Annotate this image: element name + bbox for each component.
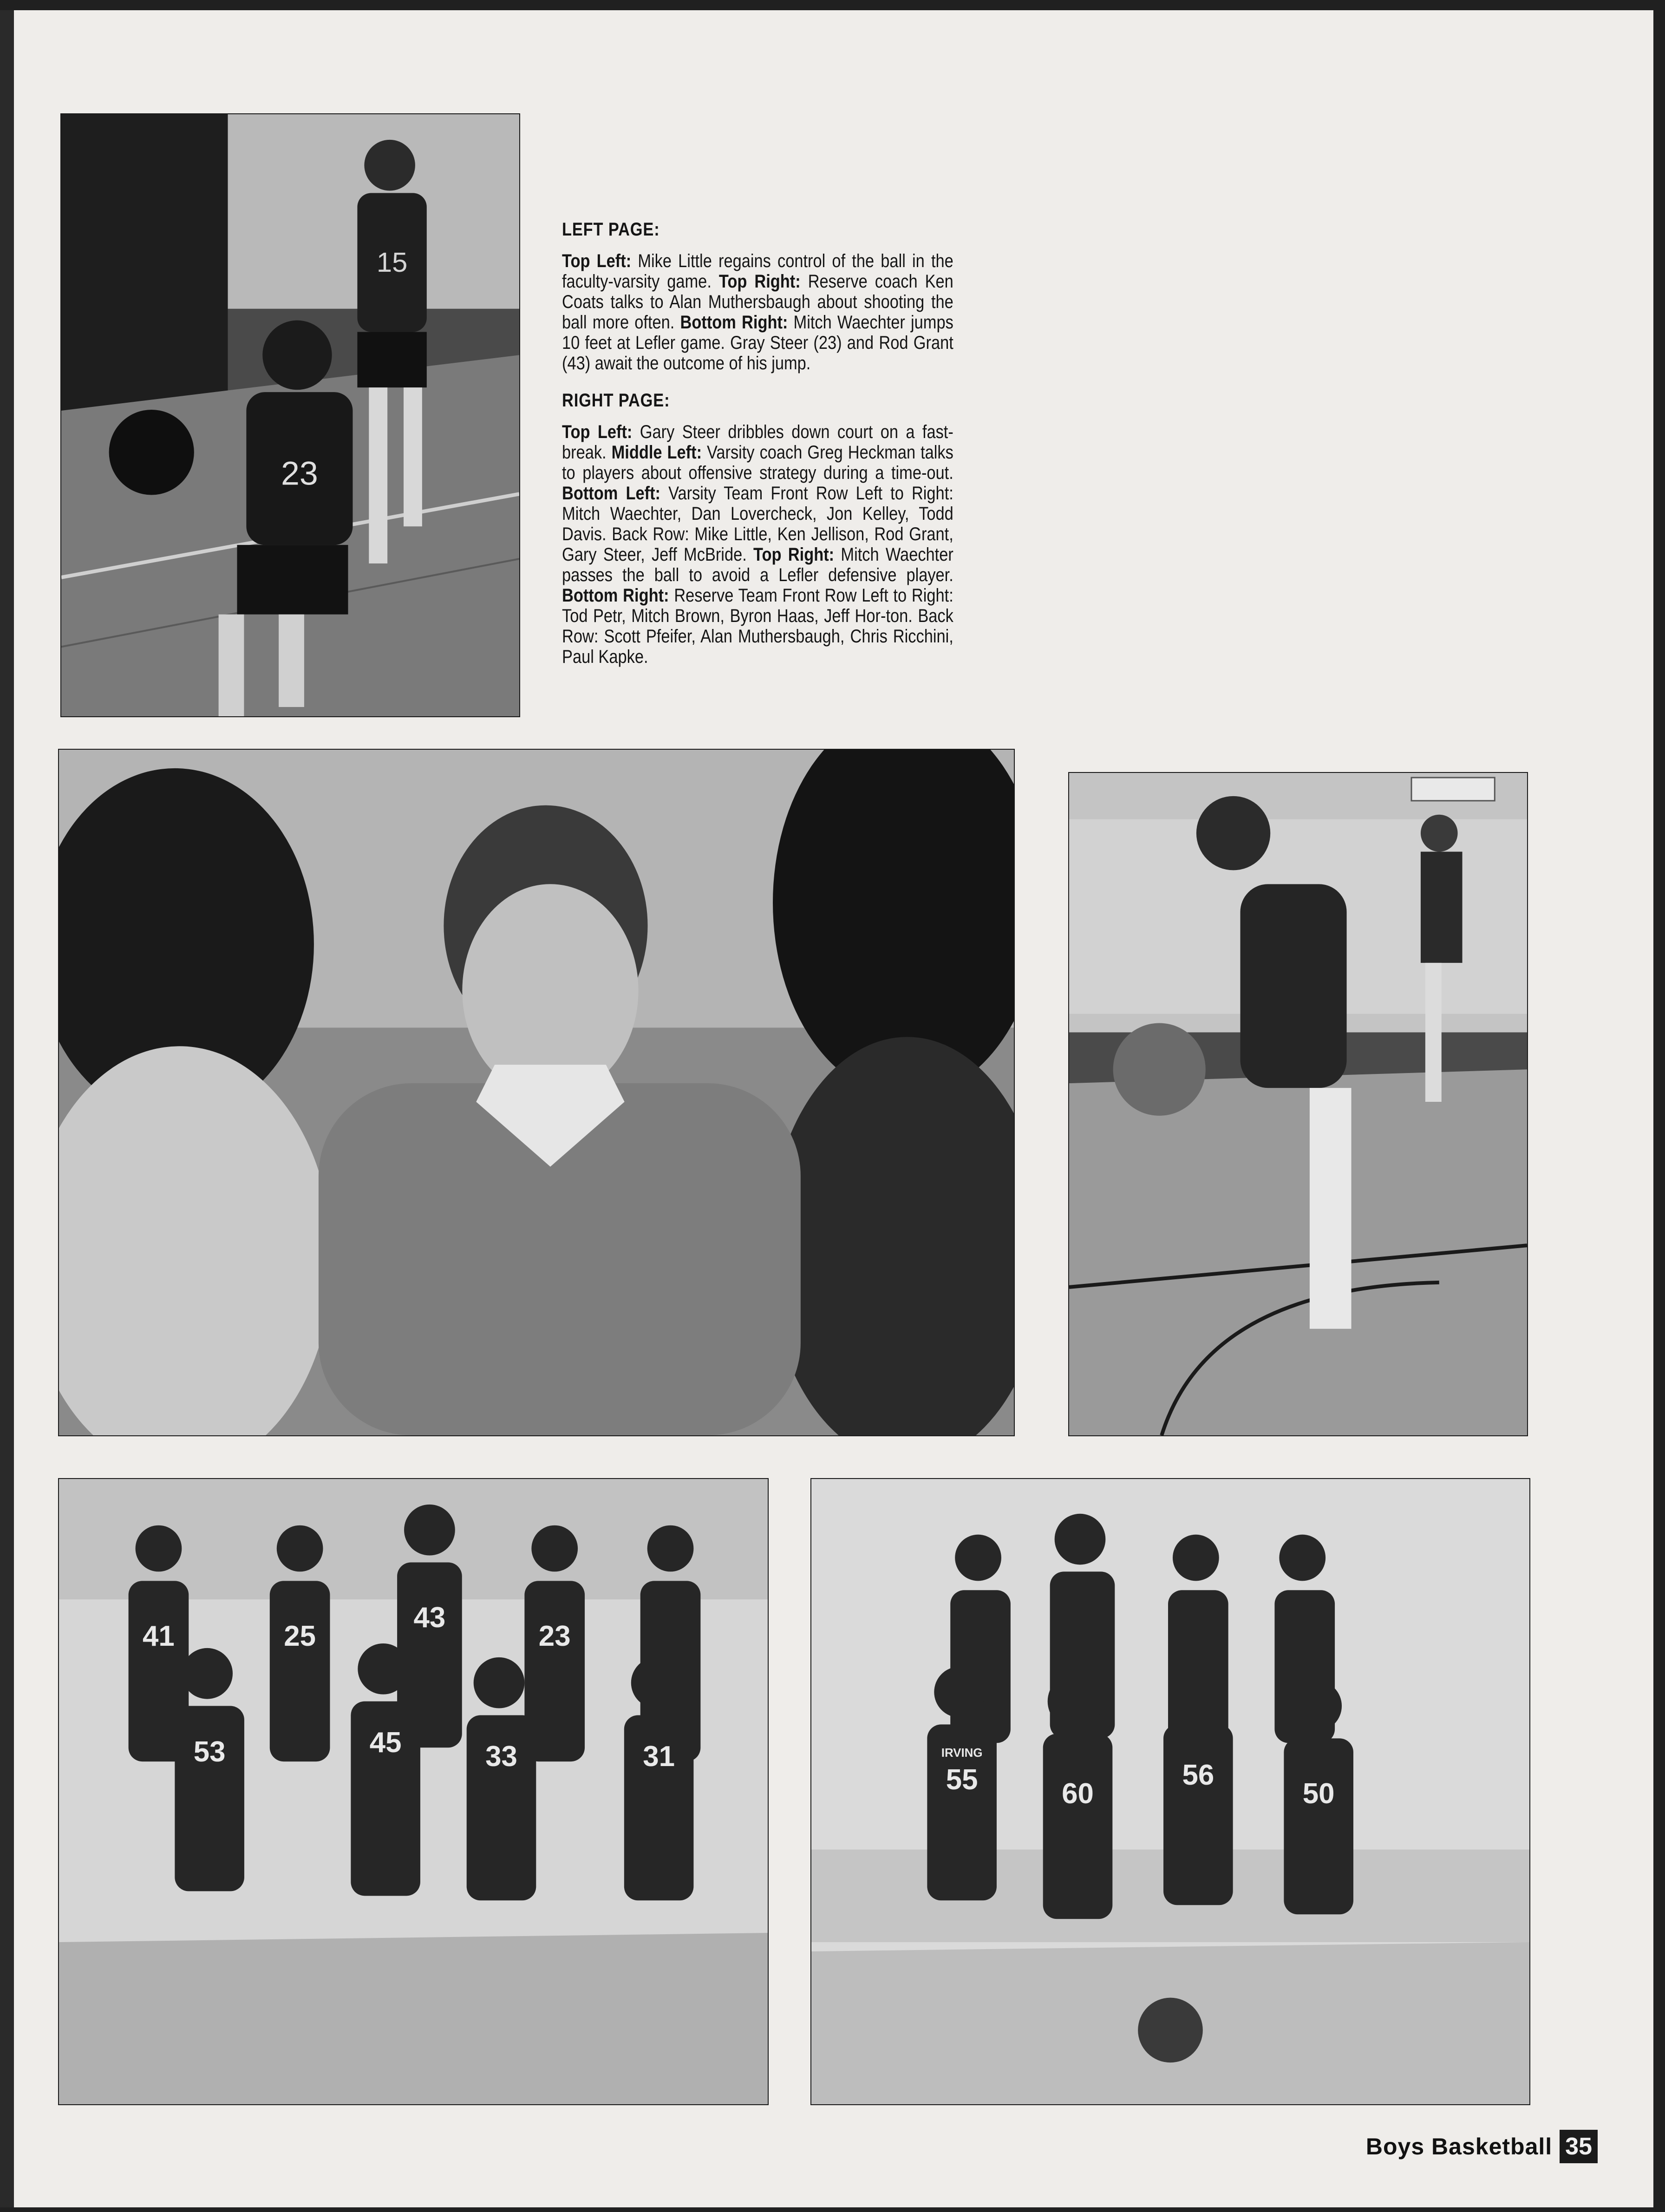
caption-label: Top Left: bbox=[562, 422, 633, 442]
photo-dribble-fast-break bbox=[60, 113, 520, 717]
right-page-captions bbox=[562, 422, 953, 667]
jersey-number-53: 53 bbox=[193, 1736, 226, 1768]
photo-reserve-team bbox=[810, 1478, 1530, 2105]
caption-block bbox=[562, 219, 953, 684]
caption-label: Bottom Left: bbox=[562, 483, 660, 504]
jersey-number-56: 56 bbox=[1182, 1759, 1214, 1792]
caption-label: Top Right: bbox=[718, 271, 801, 292]
photo-reserve-art bbox=[811, 1479, 1529, 2104]
jersey-number-23: 23 bbox=[538, 1620, 571, 1652]
left-page-heading: LEFT PAGE: bbox=[562, 219, 660, 240]
right-page-heading: RIGHT PAGE: bbox=[562, 390, 670, 411]
page-footer bbox=[1366, 2130, 1598, 2163]
photo-waechter-pass bbox=[1068, 772, 1528, 1436]
jersey-number-55: 55 bbox=[946, 1764, 978, 1796]
photo-dribble-art bbox=[61, 114, 519, 716]
jersey-number-41: 41 bbox=[143, 1620, 175, 1652]
caption-text: Mike Little regains control of the ball in the faculty-varsity game. bbox=[562, 251, 953, 292]
caption-text: Varsity Team Front Row Left to Right: Mitch Waechter, Dan Lovercheck, Jon Kelley, Todd Davis. Back Row: Mike Little, Ken Jellison, Rod Grant, Gary Steer, Jeff McBride. bbox=[562, 483, 953, 565]
caption-label: Middle Left: bbox=[611, 442, 702, 463]
caption-text: Gary Steer dribbles down court on a fast-break. bbox=[562, 422, 953, 463]
caption-text: Mitch Waechter jumps 10 feet at Lefler game. Gray Steer (23) and Rod Grant (43) await the outcome of his jump. bbox=[562, 312, 953, 373]
reserve-logo-text: IRVING bbox=[941, 1747, 983, 1760]
jersey-number-33: 33 bbox=[485, 1741, 517, 1773]
yearbook-page bbox=[0, 10, 1653, 2207]
photo-coach-art bbox=[59, 750, 1014, 1435]
caption-text: Mitch Waechter passes the ball to avoid a Lefler defensive player. bbox=[562, 544, 953, 585]
jersey-number-31: 31 bbox=[643, 1741, 675, 1773]
jersey-number-25: 25 bbox=[284, 1620, 316, 1652]
caption-label: Bottom Right: bbox=[562, 585, 669, 606]
jersey-number-60: 60 bbox=[1062, 1777, 1094, 1810]
photo-varsity-team bbox=[58, 1478, 769, 2105]
page-number: 35 bbox=[1560, 2130, 1598, 2163]
photo-pass-art bbox=[1069, 773, 1527, 1435]
caption-text: Reserve coach Ken Coats talks to Alan Muthersbaugh about shooting the ball more often. bbox=[562, 271, 953, 333]
jersey-number-43: 43 bbox=[413, 1602, 446, 1634]
section-title: Boys Basketball bbox=[1365, 2133, 1553, 2160]
caption-text: Reserve Team Front Row Left to Right: Tod Petr, Mitch Brown, Byron Haas, Jeff Hor-ton. Back Row: Scott Pfeifer, Alan Muthersbaugh, Chris Ricchini, Paul Kapke. bbox=[562, 585, 953, 667]
jersey-number-15: 15 bbox=[376, 246, 408, 278]
caption-label: Bottom Right: bbox=[680, 312, 788, 333]
left-page-captions bbox=[562, 251, 953, 373]
photo-varsity-art bbox=[59, 1479, 768, 2104]
caption-label: Top Left: bbox=[562, 251, 632, 271]
caption-label: Top Right: bbox=[753, 544, 835, 565]
jersey-number-45: 45 bbox=[369, 1727, 402, 1759]
jersey-number-50: 50 bbox=[1302, 1777, 1335, 1810]
jersey-number-23: 23 bbox=[281, 455, 318, 492]
photo-coach-timeout bbox=[58, 749, 1015, 1436]
caption-text: Varsity coach Greg Heckman talks to players about offensive strategy during a time-out. bbox=[562, 442, 953, 483]
